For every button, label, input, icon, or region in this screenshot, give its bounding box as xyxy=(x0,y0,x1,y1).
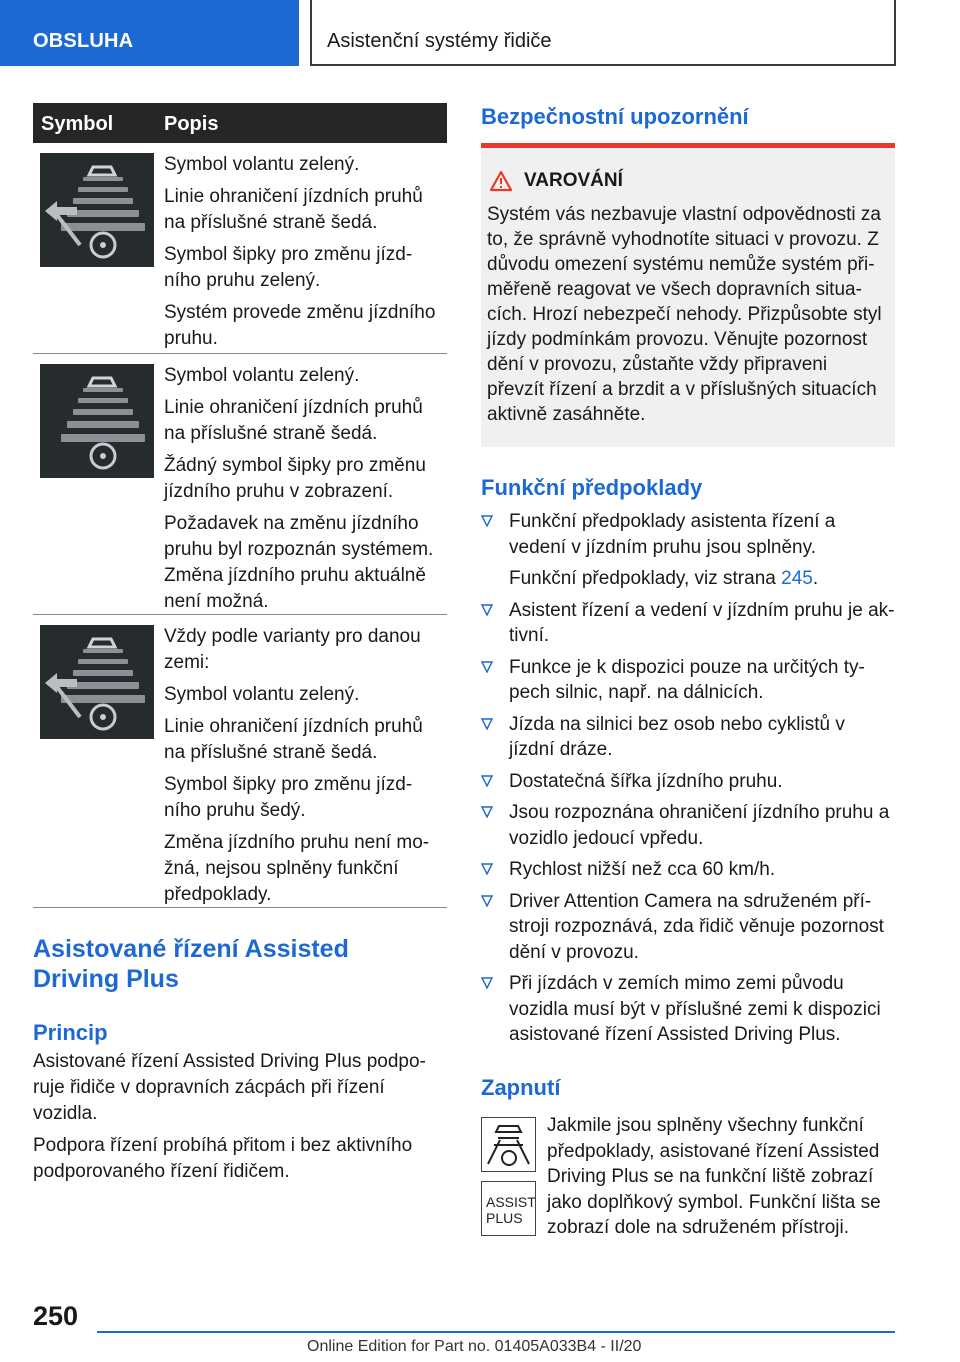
section-tab[interactable] xyxy=(0,0,299,66)
princip-text: Asistované řízení Assisted Driving Plus podpo-ruje řidiče v dopravních zácpách při řízení vozidla. Podpora řízení probíhá přitom i bez aktivního podporovaného řízení řidičem. xyxy=(33,1051,426,1182)
bullet-triangle-icon xyxy=(481,863,493,875)
bullet-triangle-icon xyxy=(481,977,493,989)
row-description: Symbol volantu zelený. Linie ohraničení jízdních pruhů na příslušné straně šedá. Žádný symbol šipky pro změnu jízdního pruhu v zobrazení. Požadavek na změnu jízdního pruhu byl rozpoznán systémem. Změna jízdního pruhu aktuálně není možná. xyxy=(164,365,434,612)
list-item: Funkční předpoklady asistenta řízení a vedení v jízdním pruhu jsou splněny. Funkční předpoklady, viz strana 245. xyxy=(481,509,895,592)
bullet-triangle-icon xyxy=(481,895,493,907)
bullet-triangle-icon xyxy=(481,718,493,730)
column-header-symbol: Symbol xyxy=(41,113,114,135)
warning-title: VAROVÁNÍ xyxy=(524,170,623,191)
bullet-triangle-icon xyxy=(481,604,493,616)
lane-change-steering-icon xyxy=(40,153,154,267)
prerequisites-reference: Funkční předpoklady, viz strana 245. xyxy=(509,568,819,589)
section-heading-safety: Bezpečnostní upozornění xyxy=(481,104,749,129)
section-heading-assisted-driving: Asistované řízení Assisted Driving Plus xyxy=(33,935,349,993)
symbol-table xyxy=(33,103,447,908)
list-item: Dostatečná šířka jízdního pruhu. xyxy=(481,769,895,795)
column-header-description: Popis xyxy=(164,113,219,135)
list-item: Jízda na silnici bez osob nebo cyklistů v jízdní dráze. xyxy=(481,712,895,763)
section-heading-zapnuti: Zapnutí xyxy=(481,1075,561,1100)
list-item: Asistent řízení a vedení v jízdním pruhu je ak-tivní. xyxy=(481,598,895,649)
page-header xyxy=(0,0,960,66)
row-description: Symbol volantu zelený. Linie ohraničení jízdních pruhů na příslušné straně šedá. Symbol šipky pro změnu jízd-ního pruhu zelený. Systém provede změnu jízdního pruhu. xyxy=(164,154,436,349)
chapter-title: Asistenční systémy řidiče xyxy=(327,30,552,52)
bullet-triangle-icon xyxy=(481,806,493,818)
prerequisites-list xyxy=(481,509,895,1054)
lane-steering-icon xyxy=(40,364,154,478)
footer-rule xyxy=(97,1331,895,1333)
list-item: Rychlost nižší než cca 60 km/h. xyxy=(481,857,895,883)
section-label: OBSLUHA xyxy=(33,30,134,52)
bullet-triangle-icon xyxy=(481,661,493,673)
assist-plus-icon: ASSIST PLUS xyxy=(481,1181,536,1236)
warning-box xyxy=(481,148,895,447)
steering-assist-icon xyxy=(481,1117,536,1172)
lane-change-steering-icon xyxy=(40,625,154,739)
page-number: 250 xyxy=(33,1301,79,1331)
row-description: Vždy podle varianty pro danou zemi: Symbol volantu zelený. Linie ohraničení jízdních pruhů na příslušné straně šedá. Symbol šipky pro změnu jízd-ního pruhu šedý. Změna jízdního pruhu není mo-žná, nejsou splněny funkční předpoklady. xyxy=(164,626,430,905)
warning-text: Systém vás nezbavuje vlastní odpovědnosti za to, že správně vyhodnotíte situaci v provozu. Z důvodu omezení systému nemůže systém při-měřeně reagovat ve všech dopravních situa-cích. Hrozí nebezpečí nehody. Přizpůsobte styl jízdy podmínkám provozu. Věnujte pozornost dění v provozu, zůstaňte vždy připraveni převzít řízení a brzdit a v příslušných situacích aktivně zasáhněte. xyxy=(487,204,882,425)
page-link[interactable]: 245 xyxy=(781,568,813,589)
table-row xyxy=(33,615,447,908)
list-item: Driver Attention Camera na sdruženém pří-stroji rozpoznává, zda řidič věnuje pozornost dění v provozu. xyxy=(481,889,895,966)
bullet-triangle-icon xyxy=(481,515,493,527)
table-row xyxy=(33,354,447,615)
section-heading-prerequisites: Funkční předpoklady xyxy=(481,475,703,500)
list-item: Funkce je k dispozici pouze na určitých ty-pech silnic, např. na dálnicích. xyxy=(481,655,895,706)
list-item: Při jízdách v zemích mimo zemi původu vozidla musí být v příslušné zemi k dispozici asistované řízení Assisted Driving Plus. xyxy=(481,971,895,1048)
subheading-princip: Princip xyxy=(33,1020,108,1045)
table-header xyxy=(33,103,447,143)
bullet-triangle-icon xyxy=(481,775,493,787)
zapnuti-text: Jakmile jsou splněny všechny funkční předpoklady, asistované řízení Assisted Driving Plus se na funkční liště zobrazí jako doplňkový symbol. Funkční lišta se zobrazí dole na sdruženém přístroji. xyxy=(547,1115,881,1238)
chapter-title-box xyxy=(310,0,896,66)
list-item: Jsou rozpoznána ohraničení jízdního pruhu a vozidlo jedoucí vpředu. xyxy=(481,800,895,851)
footer-edition: Online Edition for Part no. 01405A033B4 - II/20 xyxy=(307,1338,642,1355)
table-row xyxy=(33,143,447,354)
warning-triangle-icon xyxy=(489,170,513,197)
